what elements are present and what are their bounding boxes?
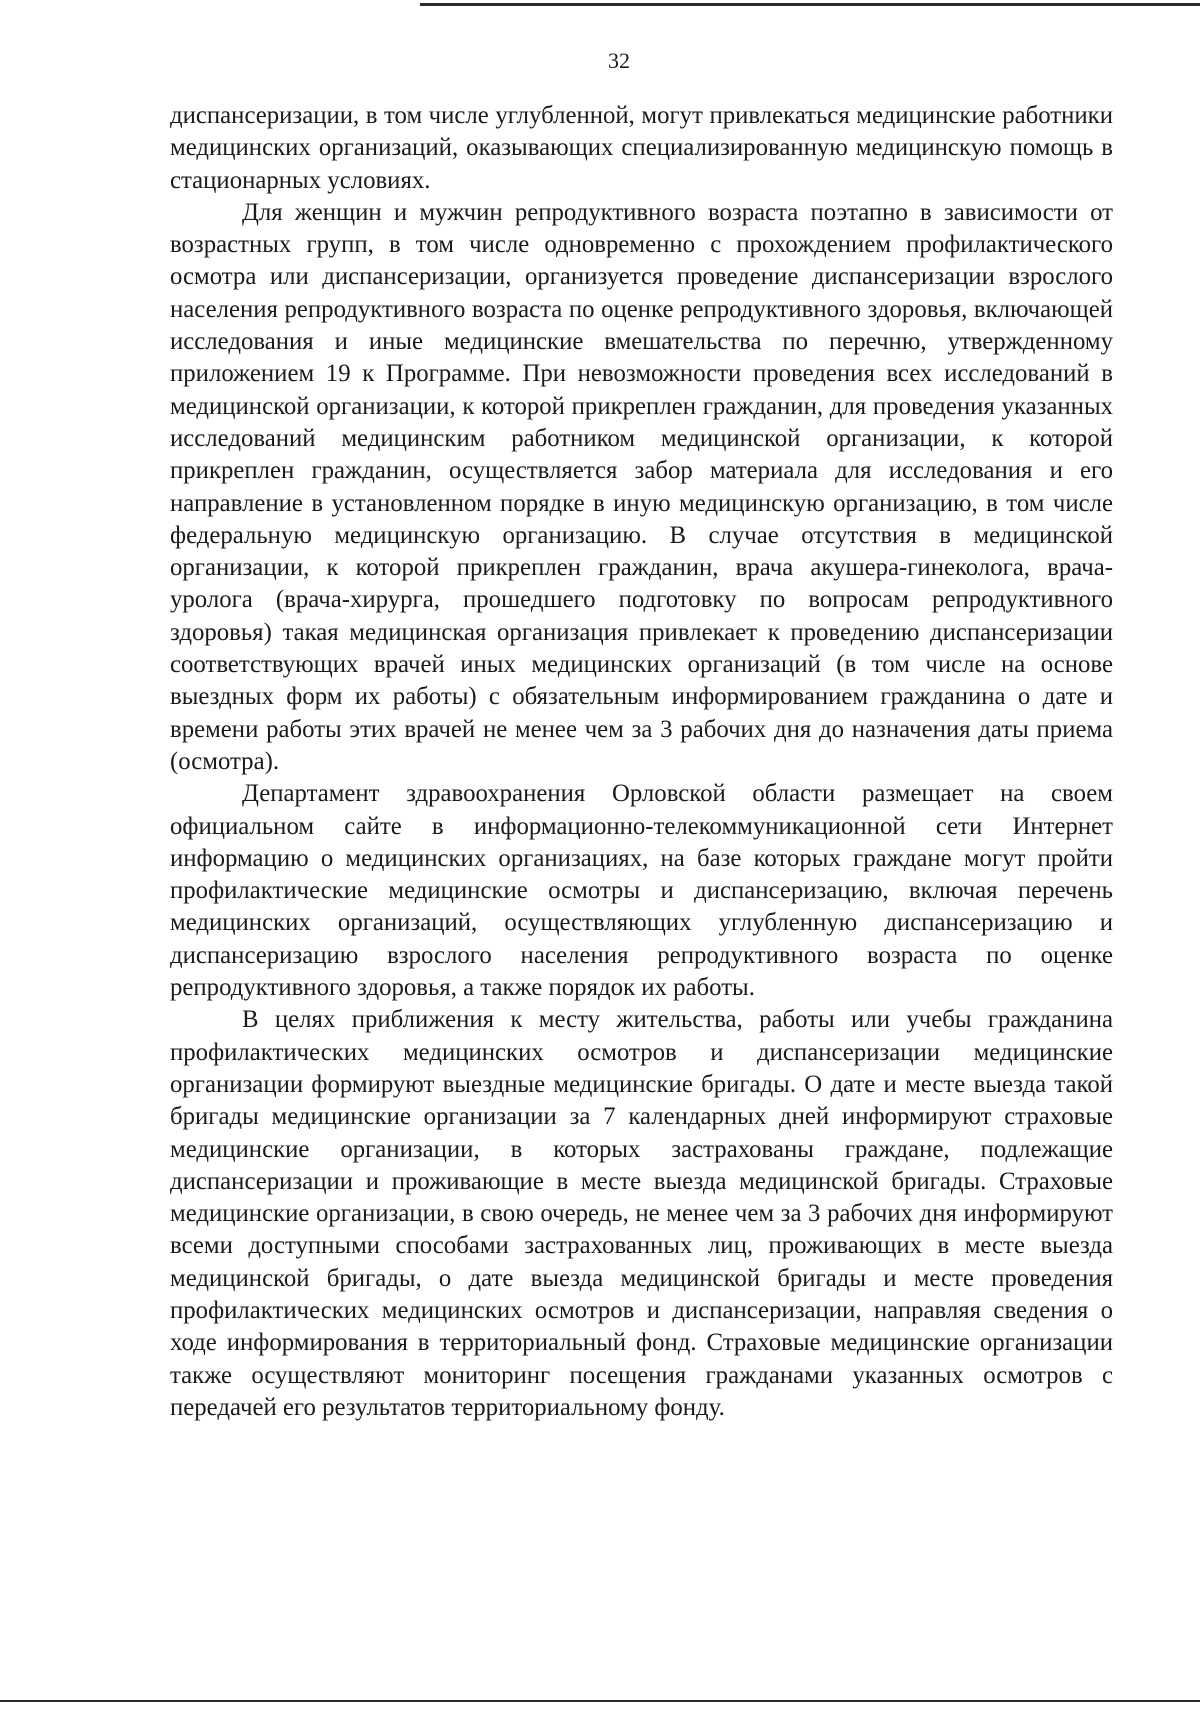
paragraph-reproductive-health: Для женщин и мужчин репродуктивного возраста поэтапно в зависимости от возрастных групп, в том числе одновременно с прохождением профилактического осмотра или диспансеризации, организуется проведение диспансеризации взрослого населения репродуктивного возраста по оценке репродуктивного здоровья, включающей исследования и иные медицинские вмешательства по перечню, утвержденному приложением 19 к Программе. При невозможности проведения всех исследований в медицинской организации, к которой прикреплен гражданин, для проведения указанных исследований медицинским работником медицинской организации, к которой прикреплен гражданин, осуществляется забор материала для исследования и его направление в установленном порядке в иную медицинскую организацию, в том числе федеральную медицинскую организацию. В случае отсутствия в медицинской организации, к которой прикреплен гражданин, врача акушера-гинеколога, врача-уролога (врача-хирурга, прошедшего подготовку по вопросам репродуктивного здоровья) такая медицинская организация привлекает к проведению диспансеризации соответствующих врачей иных медицинских организаций (в том числе на основе выездных форм их работы) с обязательным информированием гражданина о дате и времени работы этих врачей не менее чем за 3 рабочих дня до назначения даты приема (осмотра). — [170, 198, 1113, 775]
paragraph-department-website: Департамент здравоохранения Орловской области размещает на своем официальном сайте в информационно-телекоммуникационной сети Интернет информацию о медицинских организациях, на базе которых граждане могут пройти профилактические медицинские осмотры и диспансеризацию, включая перечень медицинских организаций, осуществляющих углубленную диспансеризацию и диспансеризацию взрослого населения репродуктивного возраста по оценке репродуктивного здоровья, а также порядок их работы. — [170, 780, 1113, 1002]
top-scan-border — [420, 3, 1200, 6]
page-number: 32 — [608, 48, 630, 73]
paragraph-continuation: диспансеризации, в том числе углубленной, могут привлекаться медицинские работники медицинских организаций, оказывающих специализированную медицинскую помощь в стационарных условиях. — [170, 102, 1113, 194]
paragraph-mobile-teams: В целях приближения к месту жительства, работы или учебы гражданина профилактических медицинских осмотров и диспансеризации медицинские организации формируют выездные медицинские бригады. О дате и месте выезда такой бригады медицинские организации за 7 календарных дней информируют страховые медицинские организации, в которых застрахованы граждане, подлежащие диспансеризации и проживающие в месте выезда медицинской бригады. Страховые медицинские организации, в свою очередь, не менее чем за 3 рабочих дня информируют всеми доступными способами застрахованных лиц, проживающих в месте выезда медицинской бригады, о дате выезда медицинской бригады и месте проведения профилактических медицинских осмотров и диспансеризации, направляя сведения о ходе информирования в территориальный фонд. Страховые медицинские организации также осуществляют мониторинг посещения гражданами указанных осмотров с передачей его результатов территориальному фонду. — [170, 1006, 1113, 1421]
document-body — [170, 100, 1113, 1424]
bottom-scan-border — [0, 1700, 1200, 1702]
